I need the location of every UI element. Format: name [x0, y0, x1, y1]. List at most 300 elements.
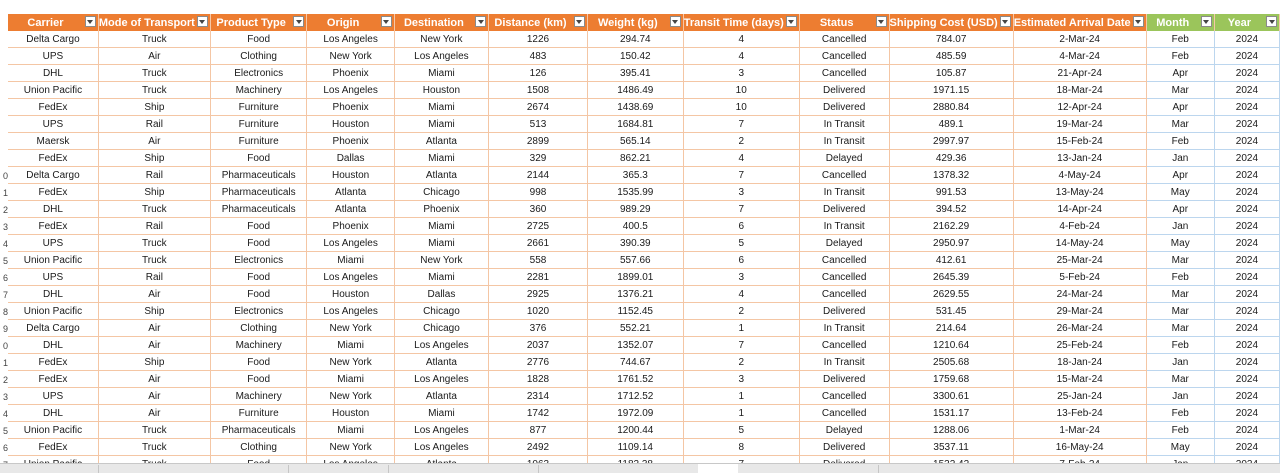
cell-status[interactable]: Delayed [799, 150, 889, 167]
cell-product[interactable]: Clothing [210, 48, 307, 65]
cell-destination[interactable]: Houston [394, 82, 488, 99]
cell-arrival[interactable]: 4-Mar-24 [1013, 48, 1146, 65]
cell-product[interactable]: Food [210, 31, 307, 48]
cell-transit[interactable]: 5 [683, 422, 799, 439]
cell-month[interactable]: May [1146, 184, 1214, 201]
cell-origin[interactable]: Los Angeles [307, 303, 394, 320]
cell-destination[interactable]: Miami [394, 116, 488, 133]
cell-arrival[interactable]: 14-Apr-24 [1013, 201, 1146, 218]
cell-destination[interactable]: Miami [394, 405, 488, 422]
cell-product[interactable]: Electronics [210, 303, 307, 320]
cell-destination[interactable]: Chicago [394, 303, 488, 320]
cell-origin[interactable]: Miami [307, 252, 394, 269]
filter-dropdown-icon[interactable] [1201, 16, 1212, 27]
cell-origin[interactable]: New York [307, 439, 394, 456]
cell-destination[interactable]: New York [394, 31, 488, 48]
cell-product[interactable]: Food [210, 150, 307, 167]
cell-arrival[interactable]: 26-Mar-24 [1013, 320, 1146, 337]
cell-mode[interactable]: Ship [98, 99, 210, 116]
cell-month[interactable]: Feb [1146, 31, 1214, 48]
cell-destination[interactable]: Los Angeles [394, 48, 488, 65]
cell-year[interactable]: 2024 [1214, 31, 1279, 48]
cell-origin[interactable]: Los Angeles [307, 31, 394, 48]
cell-product[interactable]: Furniture [210, 133, 307, 150]
cell-weight[interactable]: 1899.01 [587, 269, 683, 286]
header-weight[interactable] [587, 14, 683, 31]
cell-mode[interactable]: Ship [98, 150, 210, 167]
cell-mode[interactable]: Truck [98, 65, 210, 82]
cell-transit[interactable]: 8 [683, 439, 799, 456]
cell-transit[interactable]: 7 [683, 201, 799, 218]
cell-distance[interactable]: 2674 [489, 99, 588, 116]
cell-carrier[interactable]: UPS [8, 269, 98, 286]
cell-destination[interactable]: New York [394, 252, 488, 269]
cell-status[interactable]: Cancelled [799, 388, 889, 405]
row-number[interactable] [0, 32, 8, 48]
cell-origin[interactable]: Miami [307, 337, 394, 354]
cell-cost[interactable]: 429.36 [889, 150, 1013, 167]
row-number[interactable]: 9 [2, 324, 8, 334]
cell-distance[interactable]: 1508 [489, 82, 588, 99]
cell-mode[interactable]: Air [98, 48, 210, 65]
cell-weight[interactable]: 1486.49 [587, 82, 683, 99]
cell-status[interactable]: In Transit [799, 354, 889, 371]
cell-origin[interactable]: Houston [307, 405, 394, 422]
cell-mode[interactable]: Truck [98, 422, 210, 439]
filter-dropdown-icon[interactable] [85, 16, 96, 27]
cell-carrier[interactable]: DHL [8, 405, 98, 422]
cell-weight[interactable]: 365.3 [587, 167, 683, 184]
cell-weight[interactable]: 565.14 [587, 133, 683, 150]
cell-product[interactable]: Food [210, 354, 307, 371]
header-status[interactable] [799, 14, 889, 31]
cell-month[interactable]: Mar [1146, 320, 1214, 337]
cell-distance[interactable]: 2281 [489, 269, 588, 286]
cell-weight[interactable]: 294.74 [587, 31, 683, 48]
cell-arrival[interactable]: 1-Mar-24 [1013, 422, 1146, 439]
cell-origin[interactable]: Atlanta [307, 201, 394, 218]
cell-cost[interactable]: 991.53 [889, 184, 1013, 201]
cell-origin[interactable]: Los Angeles [307, 82, 394, 99]
cell-product[interactable]: Electronics [210, 252, 307, 269]
cell-carrier[interactable]: DHL [8, 65, 98, 82]
filter-dropdown-icon[interactable] [381, 16, 392, 27]
cell-product[interactable]: Food [210, 286, 307, 303]
cell-status[interactable]: Cancelled [799, 269, 889, 286]
cell-weight[interactable]: 150.42 [587, 48, 683, 65]
cell-status[interactable]: Cancelled [799, 337, 889, 354]
cell-weight[interactable]: 862.21 [587, 150, 683, 167]
row-number[interactable]: 4 [2, 239, 8, 249]
header-product[interactable] [210, 14, 307, 31]
cell-status[interactable]: Delivered [799, 99, 889, 116]
cell-distance[interactable]: 376 [489, 320, 588, 337]
cell-product[interactable]: Electronics [210, 65, 307, 82]
cell-destination[interactable]: Miami [394, 269, 488, 286]
cell-product[interactable]: Clothing [210, 320, 307, 337]
cell-month[interactable]: Apr [1146, 99, 1214, 116]
cell-distance[interactable]: 877 [489, 422, 588, 439]
cell-destination[interactable]: Los Angeles [394, 337, 488, 354]
cell-mode[interactable]: Ship [98, 184, 210, 201]
cell-carrier[interactable]: Union Pacific [8, 252, 98, 269]
cell-distance[interactable]: 2314 [489, 388, 588, 405]
cell-carrier[interactable]: FedEx [8, 439, 98, 456]
cell-mode[interactable]: Air [98, 286, 210, 303]
cell-status[interactable]: Delivered [799, 371, 889, 388]
cell-arrival[interactable]: 12-Apr-24 [1013, 99, 1146, 116]
cell-destination[interactable]: Atlanta [394, 167, 488, 184]
cell-arrival[interactable]: 14-May-24 [1013, 235, 1146, 252]
cell-weight[interactable]: 1535.99 [587, 184, 683, 201]
cell-mode[interactable]: Truck [98, 201, 210, 218]
cell-destination[interactable]: Los Angeles [394, 439, 488, 456]
cell-distance[interactable]: 2899 [489, 133, 588, 150]
cell-product[interactable]: Pharmaceuticals [210, 201, 307, 218]
cell-mode[interactable]: Ship [98, 354, 210, 371]
cell-status[interactable]: In Transit [799, 116, 889, 133]
cell-month[interactable]: May [1146, 439, 1214, 456]
cell-distance[interactable]: 1226 [489, 31, 588, 48]
header-distance[interactable] [489, 14, 588, 31]
cell-month[interactable]: Feb [1146, 405, 1214, 422]
cell-distance[interactable]: 2776 [489, 354, 588, 371]
row-number[interactable]: 0 [2, 341, 8, 351]
cell-year[interactable]: 2024 [1214, 252, 1279, 269]
filter-dropdown-icon[interactable] [786, 16, 797, 27]
cell-arrival[interactable]: 21-Apr-24 [1013, 65, 1146, 82]
cell-origin[interactable]: Phoenix [307, 65, 394, 82]
cell-arrival[interactable]: 25-Jan-24 [1013, 388, 1146, 405]
cell-transit[interactable]: 1 [683, 405, 799, 422]
cell-year[interactable]: 2024 [1214, 82, 1279, 99]
cell-year[interactable]: 2024 [1214, 65, 1279, 82]
cell-mode[interactable]: Air [98, 133, 210, 150]
cell-carrier[interactable]: UPS [8, 48, 98, 65]
cell-arrival[interactable]: 2-Mar-24 [1013, 31, 1146, 48]
cell-carrier[interactable]: Delta Cargo [8, 167, 98, 184]
cell-cost[interactable]: 531.45 [889, 303, 1013, 320]
header-carrier[interactable] [8, 14, 98, 31]
cell-year[interactable]: 2024 [1214, 99, 1279, 116]
cell-distance[interactable]: 2725 [489, 218, 588, 235]
cell-status[interactable]: Delayed [799, 422, 889, 439]
cell-year[interactable]: 2024 [1214, 133, 1279, 150]
cell-year[interactable]: 2024 [1214, 337, 1279, 354]
cell-weight[interactable]: 395.41 [587, 65, 683, 82]
cell-distance[interactable]: 126 [489, 65, 588, 82]
cell-distance[interactable]: 360 [489, 201, 588, 218]
cell-transit[interactable]: 1 [683, 388, 799, 405]
cell-month[interactable]: Apr [1146, 201, 1214, 218]
cell-carrier[interactable]: DHL [8, 337, 98, 354]
cell-weight[interactable]: 1761.52 [587, 371, 683, 388]
header-transit[interactable] [683, 14, 799, 31]
row-number[interactable]: 1 [2, 188, 8, 198]
cell-cost[interactable]: 2162.29 [889, 218, 1013, 235]
cell-origin[interactable]: Houston [307, 286, 394, 303]
cell-month[interactable]: Feb [1146, 422, 1214, 439]
cell-month[interactable]: Feb [1146, 48, 1214, 65]
cell-destination[interactable]: Atlanta [394, 354, 488, 371]
cell-status[interactable]: Delivered [799, 439, 889, 456]
cell-month[interactable]: Jan [1146, 150, 1214, 167]
cell-arrival[interactable]: 15-Feb-24 [1013, 133, 1146, 150]
row-number[interactable]: 8 [2, 307, 8, 317]
row-number[interactable]: 5 [2, 256, 8, 266]
cell-mode[interactable]: Truck [98, 82, 210, 99]
cell-transit[interactable]: 5 [683, 235, 799, 252]
cell-origin[interactable]: Phoenix [307, 133, 394, 150]
cell-destination[interactable]: Chicago [394, 184, 488, 201]
cell-product[interactable]: Food [210, 371, 307, 388]
cell-mode[interactable]: Truck [98, 235, 210, 252]
cell-origin[interactable]: New York [307, 48, 394, 65]
cell-transit[interactable]: 6 [683, 218, 799, 235]
cell-weight[interactable]: 989.29 [587, 201, 683, 218]
cell-month[interactable]: Mar [1146, 116, 1214, 133]
cell-destination[interactable]: Dallas [394, 286, 488, 303]
cell-carrier[interactable]: DHL [8, 286, 98, 303]
cell-arrival[interactable]: 16-May-24 [1013, 439, 1146, 456]
cell-transit[interactable]: 2 [683, 303, 799, 320]
cell-year[interactable]: 2024 [1214, 184, 1279, 201]
cell-month[interactable]: Mar [1146, 371, 1214, 388]
cell-month[interactable]: Feb [1146, 337, 1214, 354]
cell-transit[interactable]: 3 [683, 65, 799, 82]
row-number[interactable]: 4 [2, 409, 8, 419]
cell-cost[interactable]: 105.87 [889, 65, 1013, 82]
cell-product[interactable]: Machinery [210, 337, 307, 354]
cell-status[interactable]: Delivered [799, 303, 889, 320]
cell-arrival[interactable]: 13-May-24 [1013, 184, 1146, 201]
cell-cost[interactable]: 489.1 [889, 116, 1013, 133]
cell-mode[interactable]: Truck [98, 31, 210, 48]
cell-product[interactable]: Food [210, 218, 307, 235]
filter-dropdown-icon[interactable] [197, 16, 208, 27]
cell-year[interactable]: 2024 [1214, 116, 1279, 133]
cell-distance[interactable]: 2492 [489, 439, 588, 456]
cell-arrival[interactable]: 4-May-24 [1013, 167, 1146, 184]
cell-carrier[interactable]: UPS [8, 388, 98, 405]
cell-weight[interactable]: 1712.52 [587, 388, 683, 405]
cell-cost[interactable]: 1759.68 [889, 371, 1013, 388]
cell-product[interactable]: Food [210, 269, 307, 286]
cell-carrier[interactable]: FedEx [8, 150, 98, 167]
cell-carrier[interactable]: FedEx [8, 354, 98, 371]
cell-arrival[interactable]: 15-Mar-24 [1013, 371, 1146, 388]
row-number[interactable]: 3 [2, 222, 8, 232]
filter-dropdown-icon[interactable] [1000, 16, 1011, 27]
cell-carrier[interactable]: Delta Cargo [8, 31, 98, 48]
cell-transit[interactable]: 4 [683, 31, 799, 48]
cell-weight[interactable]: 1109.14 [587, 439, 683, 456]
row-number[interactable]: 7 [2, 290, 8, 300]
cell-status[interactable]: Cancelled [799, 286, 889, 303]
cell-month[interactable]: Mar [1146, 286, 1214, 303]
cell-carrier[interactable]: DHL [8, 201, 98, 218]
row-number[interactable]: 5 [2, 426, 8, 436]
cell-cost[interactable]: 2505.68 [889, 354, 1013, 371]
cell-distance[interactable]: 2037 [489, 337, 588, 354]
filter-dropdown-icon[interactable] [876, 16, 887, 27]
cell-carrier[interactable]: FedEx [8, 218, 98, 235]
cell-product[interactable]: Machinery [210, 388, 307, 405]
cell-arrival[interactable]: 5-Feb-24 [1013, 269, 1146, 286]
cell-destination[interactable]: Miami [394, 99, 488, 116]
cell-weight[interactable]: 1152.45 [587, 303, 683, 320]
cell-weight[interactable]: 1438.69 [587, 99, 683, 116]
cell-status[interactable]: Delivered [799, 201, 889, 218]
cell-year[interactable]: 2024 [1214, 150, 1279, 167]
cell-carrier[interactable]: FedEx [8, 371, 98, 388]
cell-cost[interactable]: 2997.97 [889, 133, 1013, 150]
cell-arrival[interactable]: 13-Feb-24 [1013, 405, 1146, 422]
filter-dropdown-icon[interactable] [1266, 16, 1277, 27]
cell-distance[interactable]: 2661 [489, 235, 588, 252]
cell-origin[interactable]: Miami [307, 371, 394, 388]
cell-cost[interactable]: 2645.39 [889, 269, 1013, 286]
cell-mode[interactable]: Air [98, 405, 210, 422]
cell-distance[interactable]: 329 [489, 150, 588, 167]
cell-product[interactable]: Furniture [210, 99, 307, 116]
cell-cost[interactable]: 485.59 [889, 48, 1013, 65]
cell-origin[interactable]: Houston [307, 167, 394, 184]
cell-distance[interactable]: 2925 [489, 286, 588, 303]
cell-product[interactable]: Furniture [210, 405, 307, 422]
row-number[interactable] [0, 117, 8, 133]
cell-weight[interactable]: 1684.81 [587, 116, 683, 133]
cell-arrival[interactable]: 24-Mar-24 [1013, 286, 1146, 303]
cell-year[interactable]: 2024 [1214, 439, 1279, 456]
cell-month[interactable]: Jan [1146, 354, 1214, 371]
cell-year[interactable]: 2024 [1214, 167, 1279, 184]
cell-mode[interactable]: Truck [98, 439, 210, 456]
cell-transit[interactable]: 3 [683, 269, 799, 286]
cell-mode[interactable]: Air [98, 388, 210, 405]
cell-year[interactable]: 2024 [1214, 303, 1279, 320]
cell-transit[interactable]: 4 [683, 150, 799, 167]
cell-destination[interactable]: Atlanta [394, 133, 488, 150]
cell-transit[interactable]: 10 [683, 82, 799, 99]
cell-month[interactable]: Mar [1146, 82, 1214, 99]
cell-distance[interactable]: 1828 [489, 371, 588, 388]
cell-arrival[interactable]: 29-Mar-24 [1013, 303, 1146, 320]
cell-transit[interactable]: 10 [683, 99, 799, 116]
filter-dropdown-icon[interactable] [1133, 16, 1144, 27]
cell-status[interactable]: In Transit [799, 218, 889, 235]
cell-weight[interactable]: 1352.07 [587, 337, 683, 354]
row-number[interactable] [0, 151, 8, 167]
cell-cost[interactable]: 412.61 [889, 252, 1013, 269]
cell-year[interactable]: 2024 [1214, 405, 1279, 422]
cell-cost[interactable]: 784.07 [889, 31, 1013, 48]
cell-carrier[interactable]: Union Pacific [8, 422, 98, 439]
cell-distance[interactable]: 1742 [489, 405, 588, 422]
cell-transit[interactable]: 6 [683, 252, 799, 269]
cell-transit[interactable]: 1 [683, 320, 799, 337]
row-number[interactable]: 6 [2, 273, 8, 283]
cell-carrier[interactable]: Union Pacific [8, 82, 98, 99]
cell-mode[interactable]: Rail [98, 116, 210, 133]
cell-weight[interactable]: 390.39 [587, 235, 683, 252]
cell-distance[interactable]: 2144 [489, 167, 588, 184]
cell-cost[interactable]: 3300.61 [889, 388, 1013, 405]
cell-distance[interactable]: 558 [489, 252, 588, 269]
cell-cost[interactable]: 2950.97 [889, 235, 1013, 252]
filter-dropdown-icon[interactable] [475, 16, 486, 27]
cell-status[interactable]: Cancelled [799, 48, 889, 65]
row-number[interactable]: 2 [2, 205, 8, 215]
cell-cost[interactable]: 1378.32 [889, 167, 1013, 184]
cell-product[interactable]: Furniture [210, 116, 307, 133]
cell-status[interactable]: In Transit [799, 184, 889, 201]
cell-month[interactable]: Jan [1146, 218, 1214, 235]
cell-product[interactable]: Machinery [210, 82, 307, 99]
row-number[interactable]: 3 [2, 392, 8, 402]
cell-cost[interactable]: 1288.06 [889, 422, 1013, 439]
cell-transit[interactable]: 4 [683, 48, 799, 65]
cell-month[interactable]: Apr [1146, 65, 1214, 82]
cell-year[interactable]: 2024 [1214, 371, 1279, 388]
cell-cost[interactable]: 214.64 [889, 320, 1013, 337]
cell-weight[interactable]: 1200.44 [587, 422, 683, 439]
cell-destination[interactable]: Phoenix [394, 201, 488, 218]
row-number[interactable]: 1 [2, 358, 8, 368]
cell-weight[interactable]: 400.5 [587, 218, 683, 235]
cell-cost[interactable]: 1531.17 [889, 405, 1013, 422]
cell-product[interactable]: Pharmaceuticals [210, 422, 307, 439]
cell-destination[interactable]: Chicago [394, 320, 488, 337]
cell-origin[interactable]: Miami [307, 422, 394, 439]
cell-arrival[interactable]: 18-Jan-24 [1013, 354, 1146, 371]
cell-status[interactable]: Delivered [799, 82, 889, 99]
row-number[interactable] [0, 49, 8, 65]
cell-status[interactable]: Cancelled [799, 65, 889, 82]
cell-year[interactable]: 2024 [1214, 286, 1279, 303]
cell-product[interactable]: Pharmaceuticals [210, 167, 307, 184]
cell-destination[interactable]: Los Angeles [394, 371, 488, 388]
cell-cost[interactable]: 3537.11 [889, 439, 1013, 456]
cell-carrier[interactable]: Union Pacific [8, 303, 98, 320]
cell-cost[interactable]: 1210.64 [889, 337, 1013, 354]
cell-origin[interactable]: New York [307, 354, 394, 371]
header-month[interactable] [1146, 14, 1214, 31]
cell-arrival[interactable]: 25-Mar-24 [1013, 252, 1146, 269]
cell-weight[interactable]: 557.66 [587, 252, 683, 269]
cell-cost[interactable]: 2629.55 [889, 286, 1013, 303]
row-number[interactable]: 2 [2, 375, 8, 385]
cell-arrival[interactable]: 19-Mar-24 [1013, 116, 1146, 133]
header-arrival[interactable] [1013, 14, 1146, 31]
cell-cost[interactable]: 2880.84 [889, 99, 1013, 116]
cell-year[interactable]: 2024 [1214, 320, 1279, 337]
cell-arrival[interactable]: 13-Jan-24 [1013, 150, 1146, 167]
cell-year[interactable]: 2024 [1214, 235, 1279, 252]
cell-transit[interactable]: 7 [683, 167, 799, 184]
cell-month[interactable]: Mar [1146, 252, 1214, 269]
cell-destination[interactable]: Miami [394, 218, 488, 235]
cell-origin[interactable]: Atlanta [307, 184, 394, 201]
filter-dropdown-icon[interactable] [293, 16, 304, 27]
cell-status[interactable]: Cancelled [799, 167, 889, 184]
cell-transit[interactable]: 2 [683, 133, 799, 150]
cell-status[interactable]: Cancelled [799, 405, 889, 422]
cell-carrier[interactable]: UPS [8, 116, 98, 133]
header-cost[interactable] [889, 14, 1013, 31]
cell-mode[interactable]: Rail [98, 218, 210, 235]
cell-weight[interactable]: 552.21 [587, 320, 683, 337]
